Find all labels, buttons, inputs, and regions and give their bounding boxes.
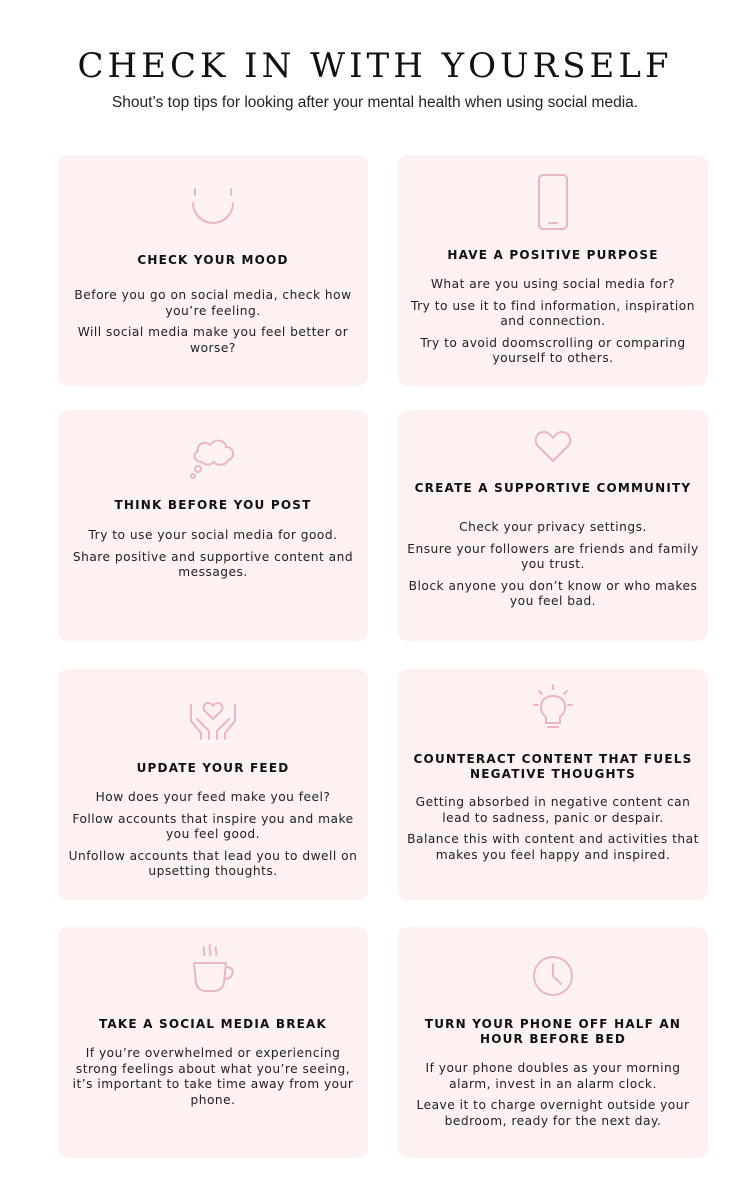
heart-icon: [534, 430, 572, 464]
card-paragraph: If you’re overwhelmed or experiencing strong feelings about what you’re seeing, it’s important to take time away from your phone.: [72, 1046, 354, 1107]
card-body: [66, 1046, 360, 1114]
lightbulb-icon: [531, 683, 575, 733]
card-title: THINK BEFORE YOU POST: [114, 498, 312, 512]
card-paragraph: Unfollow accounts that lead you to dwell on upsetting thoughts.: [68, 848, 358, 878]
card-paragraph: Share positive and supportive content and messages.: [72, 549, 354, 579]
card-title: TURN YOUR PHONE OFF HALF AN HOUR BEFORE BED: [424, 1017, 682, 1046]
tip-card-check-mood: [58, 155, 368, 386]
card-paragraph: Getting absorbed in negative content can lead to sadness, panic or despair.: [415, 795, 691, 825]
card-paragraph: If your phone doubles as your morning alarm, invest in an alarm clock.: [425, 1061, 681, 1091]
card-paragraph: Block anyone you don’t know or who makes you feel bad.: [408, 578, 698, 608]
card-title: TAKE A SOCIAL MEDIA BREAK: [98, 1017, 328, 1031]
tip-card-supportive-community: [398, 410, 708, 641]
tip-card-social-media-break: [58, 927, 368, 1158]
tip-card-positive-purpose: [398, 155, 708, 386]
card-paragraph: Leave it to charge overnight outside your bedroom, ready for the next day.: [416, 1098, 690, 1128]
card-title: CHECK YOUR MOOD: [137, 253, 289, 267]
card-paragraph: Try to use it to find information, inspiration and connection.: [411, 298, 695, 328]
card-body: [406, 277, 700, 373]
card-title: UPDATE YOUR FEED: [136, 761, 290, 775]
card-body: [66, 790, 360, 886]
card-body: [66, 288, 360, 362]
card-body: [406, 1061, 700, 1135]
smartphone-icon: [536, 173, 570, 231]
card-title: COUNTERACT CONTENT THAT FUELS NEGATIVE THOUGHTS: [413, 752, 693, 781]
card-paragraph: Try to avoid doomscrolling or comparing yourself to others.: [420, 335, 686, 365]
tip-card-think-before-post: [58, 410, 368, 641]
tip-card-counteract-content: [398, 669, 708, 900]
card-body: [406, 520, 700, 616]
card-paragraph: How does your feed make you feel?: [95, 790, 331, 804]
card-paragraph: What are you using social media for?: [430, 277, 676, 291]
tip-card-update-feed: [58, 669, 368, 900]
page-subtitle: Shout’s top tips for looking after your mental health when using social media.: [111, 94, 639, 111]
card-paragraph: Will social media make you feel better or worse?: [77, 325, 349, 355]
card-paragraph: Try to use your social media for good.: [88, 528, 338, 542]
clock-icon: [531, 954, 575, 998]
card-body: [406, 795, 700, 869]
hands-holding-heart-icon: [187, 695, 239, 741]
card-paragraph: Follow accounts that inspire you and make you feel good.: [72, 811, 354, 841]
tip-card-phone-off-before-bed: [398, 927, 708, 1158]
card-paragraph: Ensure your followers are friends and family you trust.: [407, 541, 699, 571]
card-paragraph: Balance this with content and activities that makes you feel happy and inspired.: [407, 832, 699, 862]
thought-bubble-icon: [188, 436, 238, 480]
card-title: HAVE A POSITIVE PURPOSE: [447, 248, 659, 262]
card-body: [66, 528, 360, 587]
card-title: CREATE A SUPPORTIVE COMMUNITY: [414, 481, 692, 495]
hot-cup-icon: [190, 943, 236, 993]
card-paragraph: Before you go on social media, check how you’re feeling.: [74, 288, 352, 318]
page-title: CHECK IN WITH YOURSELF: [77, 46, 673, 86]
smiley-face-icon: [187, 185, 239, 231]
card-paragraph: Check your privacy settings.: [459, 520, 647, 534]
